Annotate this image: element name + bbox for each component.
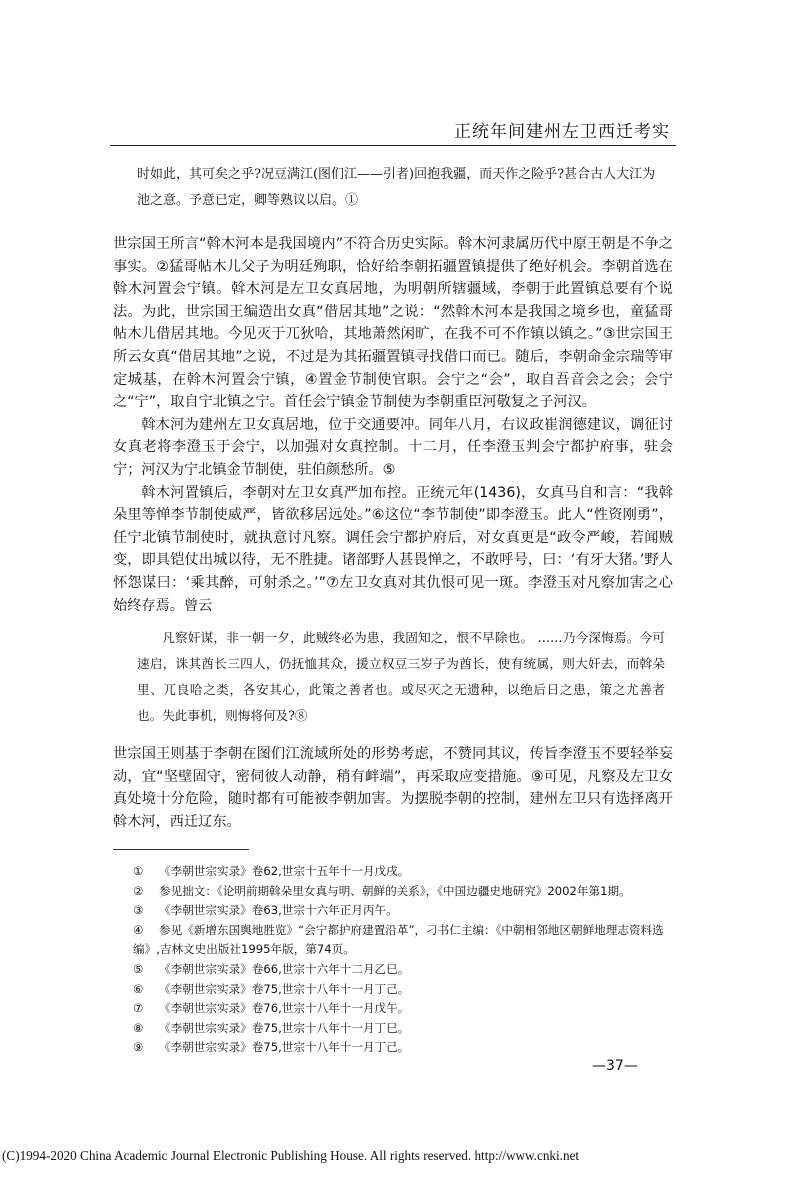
body-text (113, 233, 673, 617)
copyright-notice: (C)1994-2020 China Academic Journal Electronic Publishing House. All rights reserved. http://www.cnki.net (2, 1148, 580, 1163)
body-text-continued (113, 743, 673, 833)
footnote-rule (113, 849, 249, 850)
footnote-mark: ⑦ (133, 1001, 144, 1016)
footnote-text: 《李朝世宗实录》卷76,世宗十八年十一月戊午。 (159, 1001, 410, 1016)
block-quote-top: 时如此，其可矣之乎?况豆满江(图们江——引者)回抱我疆，而天作之险乎?甚合古人大江为池之意。予意已定，卿等熟议以启。① (137, 167, 656, 208)
paragraph-3: 斡木河置镇后，李朝对左卫女真严加布控。正统元年(1436)，女真马自和言：“我斡朵里等惮李节制使威严，皆欲移居远处。”⑥这位“李节制使”即李澄玉。此人“性资刚勇”，任宁北镇节制使时，就执意讨凡察。调任会宁都护府后，对女真更是“政令严峻，若闻贼变，即具铠仗出城以待，无不胜捷。诸部野人甚畏惮之，不敢呼号，曰：‘有牙大猪。’野人怀怨谋曰：‘乘其醉，可射杀之。’”⑦左卫女真对其仇恨可见一斑。李澄玉对凡察加害之心始终存焉。曾云 (113, 484, 673, 614)
paragraph-2: 斡木河为建州左卫女真居地，位于交通要冲。同年八月，右议政崔润德建议，调征讨女真老将李澄玉于会宁，以加强对女真控制。十二月，任李澄玉判会宁都护府事，驻会宁；河汉为宁北镇金节制使，驻伯颜愁所。⑤ (113, 416, 673, 478)
footnote-mark: ① (133, 864, 144, 878)
page-number: —37— (592, 1058, 638, 1074)
footnotes (113, 862, 673, 1058)
footnote-item (113, 882, 673, 902)
footnote-text: 《李朝世宗实录》卷63,世宗十六年正月丙午。 (159, 903, 398, 918)
footnote-item (113, 1019, 673, 1039)
footnote-text: 《李朝世宗实录》卷75,世宗十八年十一月丁巳。 (159, 1020, 410, 1035)
block-quote-middle (137, 625, 665, 729)
paragraph-4: 世宗国王则基于李朝在图们江流域所处的形势考虑，不赞同其议，传旨李澄玉不要轻举妄动，宜“坚壁固守，密伺彼人动静，稍有衅端”，再采取应变措施。⑨可见，凡察及左卫女真处境十分危险，随时都有可能被李朝加害。为摆脱李朝的控制，建州左卫只有选择离开斡木河，西迁辽东。 (113, 746, 673, 830)
block-quote-text: 凡察奸谋，非一朝一夕，此贼终必为患，我固知之，恨不早除也。 ……乃今深悔焉。今可速启，诛其酋长三四人，仍抚恤其众，援立权豆三岁子为酋长，使有统属，则大奸去，而斡朵里、兀良哈之类，各安其心，此策之善者也。或尽灭之无遗种，以绝后日之患，策之尤善者也。失此事机，则悔将何及?⑧ (137, 630, 665, 723)
footnote-item (113, 921, 673, 960)
footnote-mark: ④ (133, 922, 144, 937)
footnote-text: 《李朝世宗实录》卷75,世宗十八年十一月丁己。 (159, 1040, 410, 1055)
footnote-text: 《李朝世宗实录》卷62,世宗十五年十一月戊戌。 (159, 864, 410, 878)
footnote-text: 《李朝世宗实录》卷66,世宗十六年十二月乙巳。 (159, 961, 410, 976)
footnote-text: 参见拙文：《论明前期斡朵里女真与明、朝鲜的关系》，《中国边疆史地研究》2002年第1期。 (159, 883, 631, 898)
footnote-mark: ⑧ (133, 1020, 144, 1035)
footnote-item (113, 901, 673, 921)
footnote-item (113, 980, 673, 1000)
footnote-mark: ⑨ (133, 1040, 144, 1055)
footnote-mark: ⑥ (133, 981, 144, 996)
footnote-item (113, 1038, 673, 1058)
paragraph-1: 世宗国王所言“斡木河本是我国境内”不符合历史实际。斡木河隶属历代中原王朝是不争之事实。②猛哥帖木儿父子为明廷殉职，恰好给李朝拓疆置镇提供了绝好机会。李朝首选在斡木河置会宁镇。斡木河是左卫女真居地，为明朝所辖疆域，李朝于此置镇总要有个说法。为此，世宗国王编造出女真“借居其地”之说：“然斡木河本是我国之境乡也，童猛哥帖木儿借居其地。今见灭于兀狄哈，其地萧然闲旷，在我不可不作镇以镇之。”③世宗国王所云女真“借居其地”之说，不过是为其拓疆置镇寻找借口而已。随后，李朝命金宗瑞等审定城基，在斡木河置会宁镇，④置金节制使官职。会宁之“会”，取自吾音会之会；会宁之“宁”，取自宁北镇之宁。首任会宁镇金节制使为李朝重臣河敬复之子河汉。 (113, 236, 673, 411)
footnote-mark: ③ (133, 903, 144, 918)
footnote-mark: ② (133, 883, 144, 898)
running-head: 正统年间建州左卫西迁考实 (454, 122, 670, 142)
footnote-item (113, 960, 673, 980)
footnote-text: 参见《新增东国舆地胜览》“会宁都护府建置沿革”，刁书仁主编：《中朝相邻地区朝鲜地理志资料选编》,吉林文史出版社1995年版，第74页。 (133, 922, 664, 957)
footnote-item (113, 999, 673, 1019)
header-rule (110, 145, 676, 146)
footnote-item (113, 862, 673, 882)
footnote-mark: ⑤ (133, 961, 144, 976)
footnote-text: 《李朝世宗实录》卷75,世宗十八年十一月丁己。 (159, 981, 410, 996)
